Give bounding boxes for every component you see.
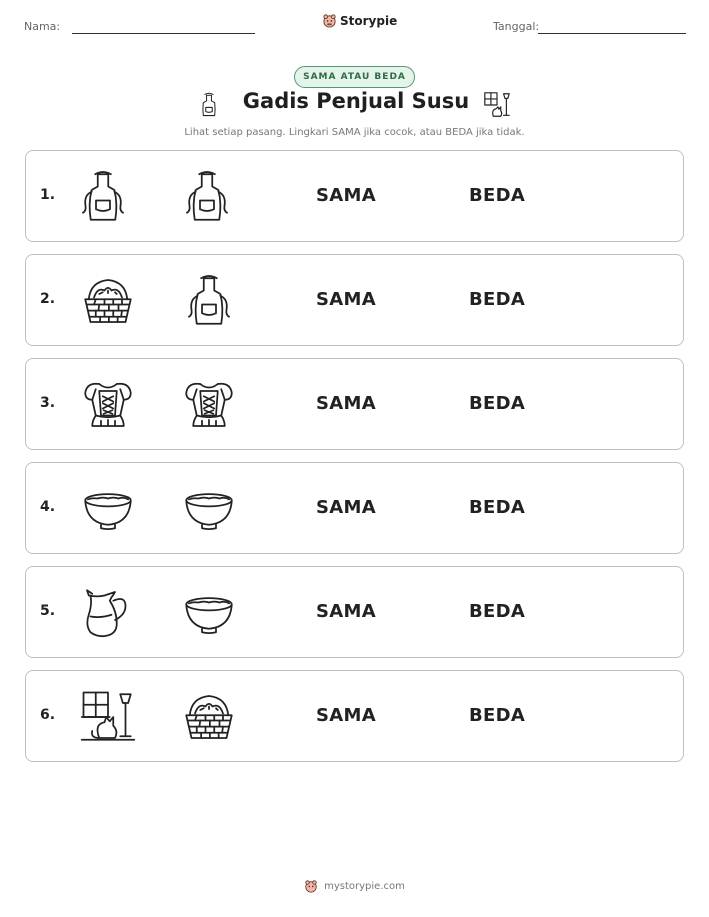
same-choice[interactable]: SAMA — [316, 185, 376, 206]
question-row — [25, 566, 684, 658]
room-cat-icon — [80, 689, 136, 745]
different-choice[interactable]: BEDA — [469, 601, 526, 622]
question-row — [25, 150, 684, 242]
bowl-icon — [181, 481, 237, 537]
brand-logo — [322, 13, 397, 28]
question-number: 1. — [40, 187, 56, 203]
footer-url: mystorypie.com — [324, 880, 405, 892]
same-choice[interactable]: SAMA — [316, 601, 376, 622]
different-choice[interactable]: BEDA — [469, 497, 526, 518]
question-row — [25, 670, 684, 762]
different-choice[interactable]: BEDA — [469, 393, 526, 414]
bread-basket-icon — [181, 689, 237, 745]
question-number: 2. — [40, 291, 56, 307]
different-choice[interactable]: BEDA — [469, 705, 526, 726]
question-number: 4. — [40, 499, 56, 515]
apron-icon — [75, 169, 131, 225]
storypie-mascot-icon — [304, 879, 318, 893]
footer — [0, 879, 709, 893]
date-label: Tanggal: — [493, 20, 540, 33]
question-number: 6. — [40, 707, 56, 723]
different-choice[interactable]: BEDA — [469, 289, 526, 310]
bodice-icon — [181, 377, 237, 433]
activity-badge: SAMA ATAU BEDA — [294, 66, 415, 88]
bowl-icon — [80, 481, 136, 537]
same-choice[interactable]: SAMA — [316, 289, 376, 310]
same-choice[interactable]: SAMA — [316, 393, 376, 414]
apron-icon — [179, 169, 235, 225]
apron-icon — [196, 91, 222, 119]
bowl-icon — [181, 585, 237, 641]
question-row — [25, 462, 684, 554]
bodice-icon — [80, 377, 136, 433]
same-choice[interactable]: SAMA — [316, 705, 376, 726]
question-row — [25, 358, 684, 450]
different-choice[interactable]: BEDA — [469, 185, 526, 206]
storypie-mascot-icon — [322, 13, 337, 28]
same-choice[interactable]: SAMA — [316, 497, 376, 518]
question-row — [25, 254, 684, 346]
milk-jug-icon — [80, 585, 136, 641]
instruction-text: Lihat setiap pasang. Lingkari SAMA jika cocok, atau BEDA jika tidak. — [184, 127, 525, 138]
name-field[interactable] — [72, 33, 255, 34]
apron-icon — [181, 273, 237, 329]
page-title: Gadis Penjual Susu — [242, 89, 470, 113]
bread-basket-icon — [80, 273, 136, 329]
question-number: 5. — [40, 603, 56, 619]
question-number: 3. — [40, 395, 56, 411]
brand-name: Storypie — [340, 13, 398, 28]
room-cat-icon — [481, 90, 513, 120]
name-label: Nama: — [24, 20, 61, 33]
date-field[interactable] — [538, 33, 686, 34]
